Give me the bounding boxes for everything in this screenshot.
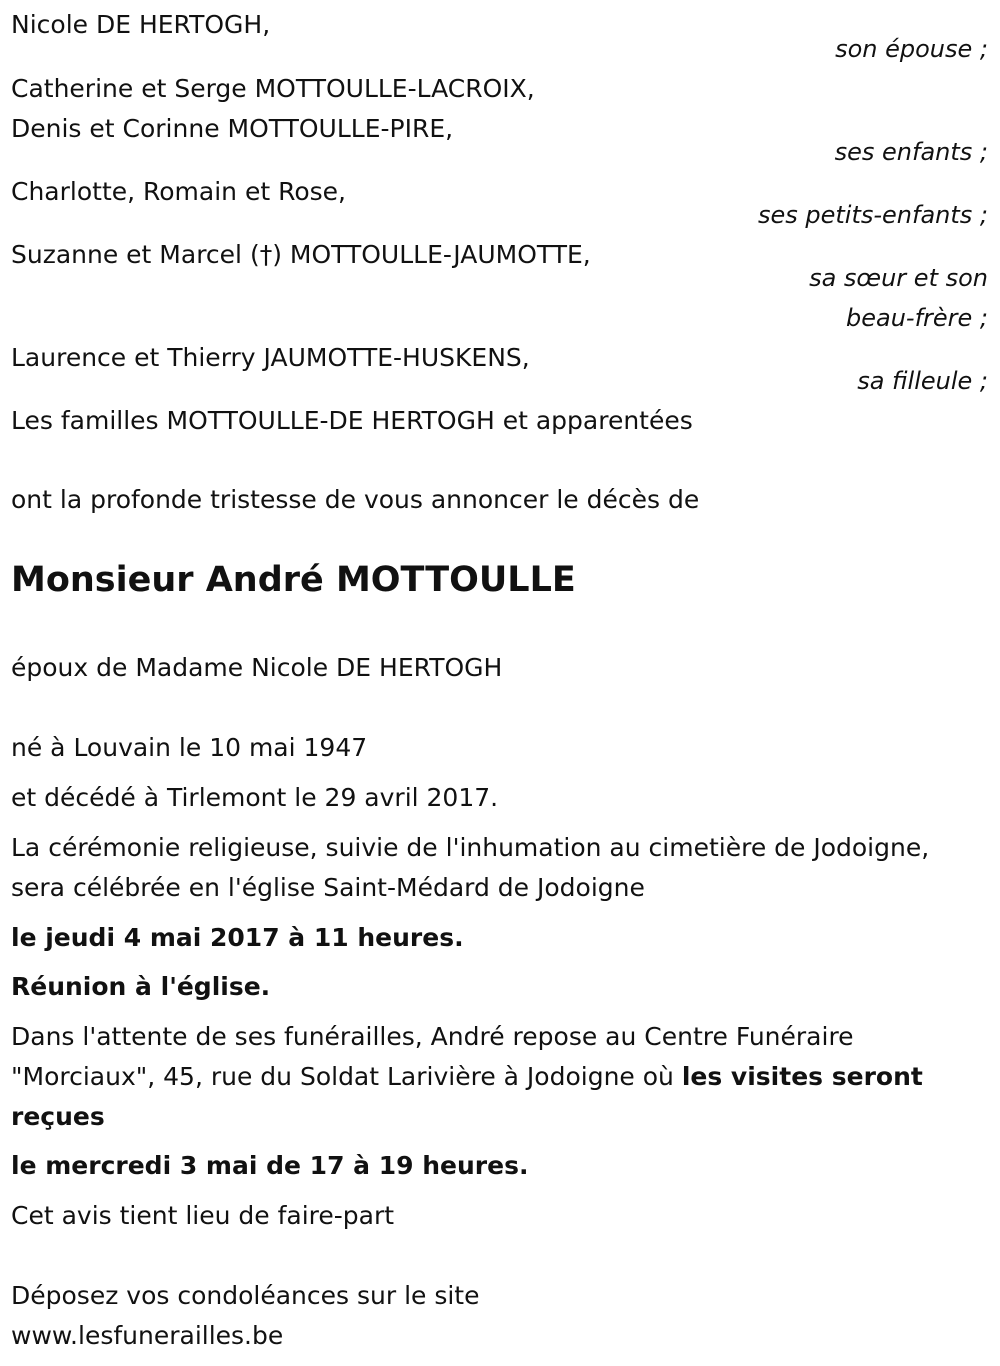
- death-line: et décédé à Tirlemont le 29 avril 2017.: [11, 783, 499, 812]
- family-goddaughter-role: sa filleule ;: [857, 367, 988, 395]
- visits-date: le mercredi 3 mai de 17 à 19 heures.: [11, 1151, 529, 1180]
- family-children-role: ses enfants ;: [834, 138, 988, 166]
- family-sister-role-cont: beau-frère ;: [845, 304, 988, 332]
- condolences-website[interactable]: www.lesfunerailles.be: [11, 1321, 284, 1350]
- family-spouse-name: Nicole DE HERTOGH,: [11, 10, 271, 39]
- family-child-name-2: Denis et Corinne MOTTOULLE-PIRE,: [11, 114, 454, 143]
- family-sister-names: Suzanne et Marcel (†) MOTTOULLE-JAUMOTTE,: [11, 240, 591, 269]
- ceremony-date: le jeudi 4 mai 2017 à 11 heures.: [11, 923, 464, 952]
- family-grandchildren-role: ses petits-enfants ;: [757, 201, 988, 229]
- visits-location: "Morciaux", 45, rue du Soldat Larivière à Jodoigne où: [11, 1062, 682, 1091]
- ceremony-line-2: sera célébrée en l'église Saint-Médard de Jodoigne: [11, 873, 645, 902]
- visits-highlight: les visites seront: [681, 1062, 923, 1091]
- ceremony-meeting: Réunion à l'église.: [11, 972, 271, 1001]
- visits-highlight-cont: reçues: [11, 1102, 105, 1131]
- family-child-name-1: Catherine et Serge MOTTOULLE-LACROIX,: [11, 74, 535, 103]
- family-sister-role: sa sœur et son: [809, 264, 988, 292]
- announcement-text: ont la profonde tristesse de vous annoncer le décès de: [11, 485, 700, 514]
- visits-line-1: Dans l'attente de ses funérailles, André repose au Centre Funéraire: [11, 1022, 854, 1051]
- deceased-name: Monsieur André MOTTOULLE: [11, 560, 576, 600]
- visits-line-2: [11, 1061, 923, 1093]
- family-grandchildren-names: Charlotte, Romain et Rose,: [11, 177, 346, 206]
- ceremony-line-1: La cérémonie religieuse, suivie de l'inhumation au cimetière de Jodoigne,: [11, 833, 930, 862]
- condolences-line-1: Déposez vos condoléances sur le site: [11, 1281, 480, 1310]
- family-goddaughter-names: Laurence et Thierry JAUMOTTE-HUSKENS,: [11, 343, 530, 372]
- notice-text: Cet avis tient lieu de faire-part: [11, 1201, 395, 1230]
- family-spouse-role: son épouse ;: [835, 35, 988, 63]
- family-relatives: Les familles MOTTOULLE-DE HERTOGH et apparentées: [11, 406, 693, 435]
- spouse-line: époux de Madame Nicole DE HERTOGH: [11, 653, 503, 682]
- birth-line: né à Louvain le 10 mai 1947: [11, 733, 368, 762]
